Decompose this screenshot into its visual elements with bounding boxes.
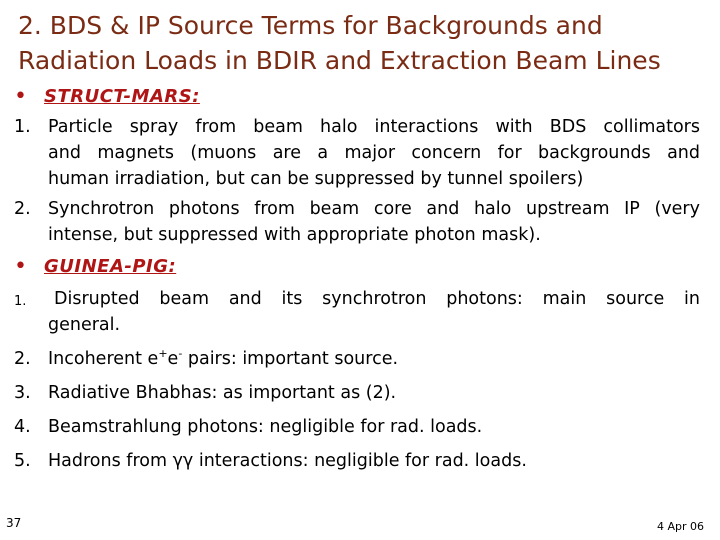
list-number: 1.	[14, 117, 31, 137]
text-line	[48, 346, 700, 372]
text-fragment: Incoherent e	[48, 349, 159, 369]
list-number: 3.	[14, 383, 31, 403]
slide-date: 4 Apr 06	[656, 520, 704, 533]
list-item	[14, 286, 704, 340]
text-line: Disrupted beam and its synchrotron photons: main source in	[54, 289, 700, 309]
text-fragment: e	[167, 349, 179, 369]
list-number: 2.	[14, 349, 31, 369]
list-number: 5.	[14, 451, 31, 471]
slide-title-line-2: Radiation Loads in BDIR and Extraction Beam Lines	[18, 46, 661, 75]
text-line: Radiative Bhabhas: as important as (2).	[48, 383, 397, 403]
text-line: Synchrotron photons from beam core and halo upstream IP (very	[48, 199, 700, 219]
text-line: human irradiation, but can be suppressed by tunnel spoilers)	[48, 169, 584, 189]
list-item-text	[48, 196, 700, 248]
list-item-text	[48, 380, 700, 406]
section-guinea-pig	[14, 254, 704, 280]
bullet-icon: •	[14, 254, 27, 279]
bullet-icon: •	[14, 84, 27, 109]
section-struct-mars	[14, 84, 704, 110]
section-heading: GUINEA-PIG:	[44, 256, 177, 277]
list-number: 1.	[14, 294, 27, 309]
text-line: and magnets (muons are a major concern for backgrounds and	[48, 143, 700, 163]
slide-title-line-1: 2. BDS & IP Source Terms for Backgrounds and	[18, 11, 603, 40]
text-line: general.	[48, 315, 121, 335]
superscript-plus: +	[158, 347, 168, 361]
list-item-text	[48, 414, 700, 440]
text-line: intense, but suppressed with appropriate photon mask).	[48, 225, 541, 245]
text-line: Hadrons from γγ interactions: negligible for rad. loads.	[48, 451, 527, 471]
list-item	[14, 114, 704, 194]
slide-title	[18, 8, 718, 78]
list-item	[14, 196, 704, 250]
list-item-text	[48, 346, 700, 372]
list-item-text	[48, 448, 700, 474]
section-heading: STRUCT-MARS:	[44, 86, 200, 107]
text-line: Particle spray from beam halo interactions with BDS collimators	[48, 117, 700, 137]
text-fragment: pairs: important source.	[182, 349, 399, 369]
list-number: 2.	[14, 199, 31, 219]
list-item-text	[48, 286, 700, 338]
text-line: Beamstrahlung photons: negligible for rad. loads.	[48, 417, 483, 437]
list-number: 4.	[14, 417, 31, 437]
page-number: 37	[6, 516, 22, 530]
list-item-text	[48, 114, 700, 192]
list-item	[14, 414, 704, 440]
list-item	[14, 346, 704, 372]
superscript-minus: -	[178, 347, 183, 361]
list-item	[14, 448, 704, 474]
list-item	[14, 380, 704, 406]
